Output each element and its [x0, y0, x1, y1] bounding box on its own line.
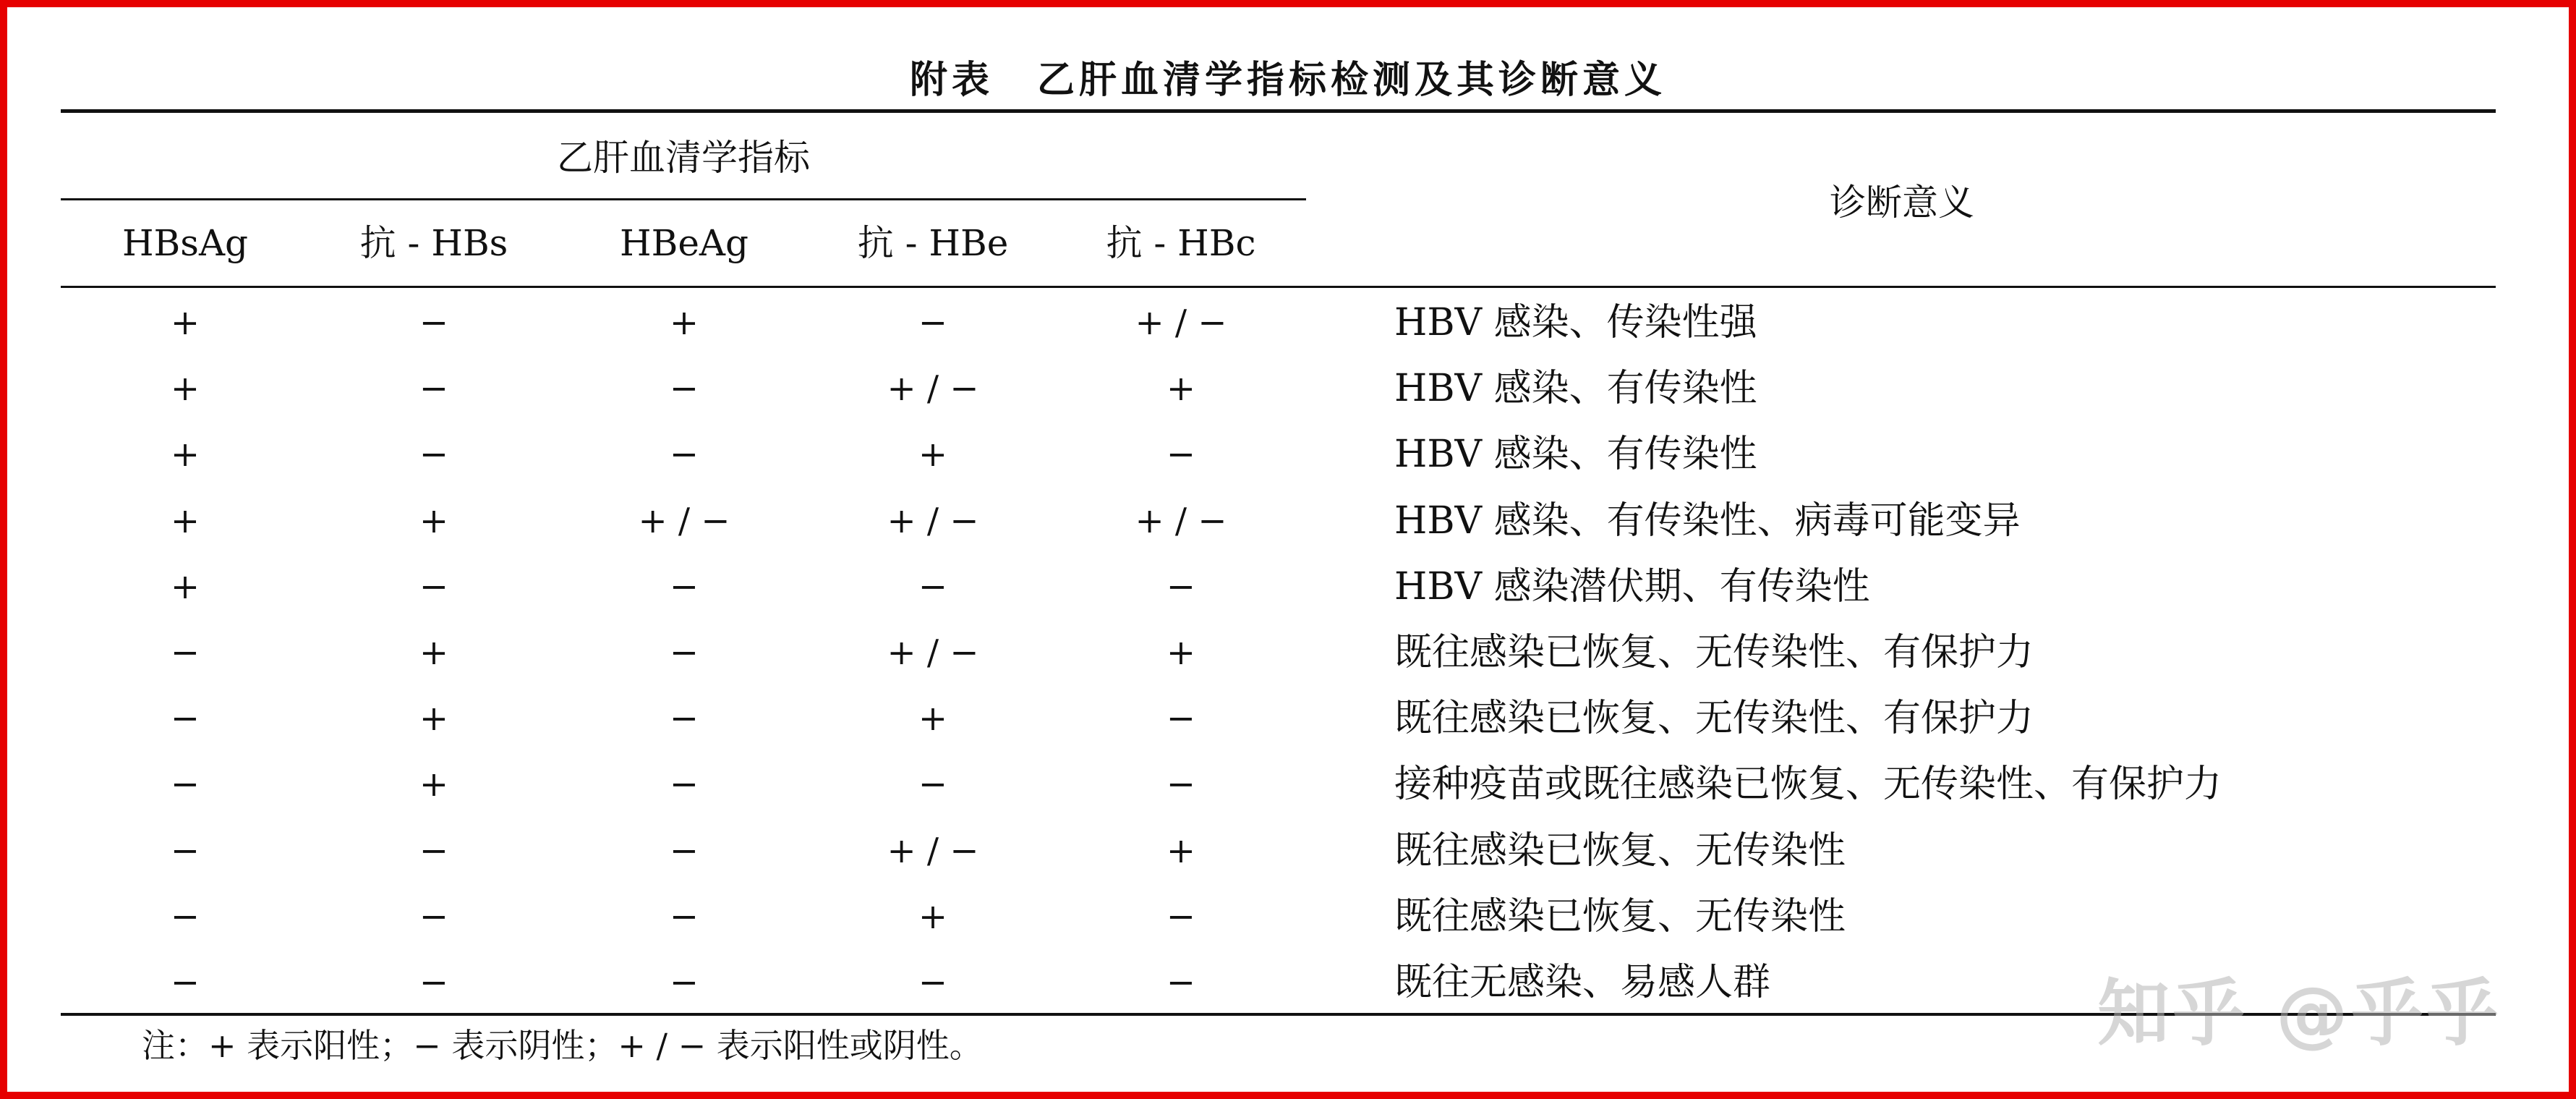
table-cell: −: [669, 632, 699, 673]
table-cell: −: [1166, 698, 1196, 739]
table-cell: −: [918, 566, 948, 607]
column-header: 抗 - HBc: [1106, 222, 1256, 264]
table-cell: −: [170, 830, 200, 871]
table-cell: +: [170, 368, 200, 410]
table-cell: + / −: [1135, 302, 1227, 343]
table-cell: −: [669, 368, 699, 410]
table-cell: −: [419, 896, 449, 937]
table-cell: −: [918, 962, 948, 1003]
indicator-group-header: 乙肝血清学指标: [557, 137, 810, 179]
table-cell: +: [419, 764, 449, 805]
table-cell: +: [669, 302, 699, 343]
zhihu-watermark: 知乎 @乎乎: [2097, 971, 2502, 1056]
table-cell: +: [1166, 632, 1196, 673]
table-cell: +: [170, 434, 200, 475]
diagnosis-cell: 既往无感染、易感人群: [1394, 961, 1771, 1004]
table-cell: −: [419, 302, 449, 343]
table-title-text: 乙肝血清学指标检测及其诊断意义: [1037, 59, 1667, 102]
diagnosis-cell: 既往感染已恢复、无传染性、有保护力: [1394, 697, 2034, 741]
table-cell: −: [170, 896, 200, 937]
table-cell: + / −: [887, 632, 979, 673]
table-cell: +: [918, 896, 948, 937]
table-cell: −: [1166, 566, 1196, 607]
table-cell: −: [170, 962, 200, 1003]
table-cell: +: [170, 500, 200, 541]
table-cell: −: [669, 830, 699, 871]
group-underline: [61, 198, 1306, 200]
table-cell: +: [419, 698, 449, 739]
table-cell: −: [669, 566, 699, 607]
table-cell: +: [170, 302, 200, 343]
table-cell: +: [1166, 830, 1196, 871]
column-header: 抗 - HBe: [857, 222, 1009, 264]
table-title: [0, 49, 2576, 103]
diagnosis-cell: 既往感染已恢复、无传染性、有保护力: [1394, 631, 2034, 674]
diagnosis-cell: HBV 感染潜伏期、有传染性: [1394, 564, 1870, 608]
table-cell: −: [1166, 896, 1196, 937]
top-rule: [61, 109, 2496, 113]
table-cell: −: [419, 830, 449, 871]
diagnosis-cell: HBV 感染、有传染性: [1394, 433, 1757, 477]
table-cell: −: [669, 962, 699, 1003]
table-cell: +: [419, 500, 449, 541]
table-cell: −: [669, 698, 699, 739]
table-cell: + / −: [887, 368, 979, 410]
table-cell: −: [1166, 962, 1196, 1003]
column-header: 抗 - HBs: [359, 222, 508, 264]
table-cell: +: [918, 434, 948, 475]
diagnosis-header: 诊断意义: [1830, 182, 1974, 224]
table-cell: −: [170, 698, 200, 739]
table-cell: −: [419, 962, 449, 1003]
table-cell: −: [669, 896, 699, 937]
table-cell: −: [419, 434, 449, 475]
diagnosis-cell: HBV 感染、有传染性、病毒可能变异: [1394, 498, 2021, 543]
table-title-label: 附表: [909, 59, 994, 102]
table-cell: −: [419, 368, 449, 410]
diagnosis-cell: HBV 感染、传染性强: [1394, 301, 1757, 344]
table-cell: −: [1166, 764, 1196, 805]
table-cell: +: [170, 566, 200, 607]
table-cell: + / −: [887, 500, 979, 541]
diagnosis-cell: HBV 感染、有传染性: [1394, 367, 1757, 411]
table-cell: −: [918, 302, 948, 343]
column-header: HBeAg: [619, 222, 749, 264]
table-cell: +: [918, 698, 948, 739]
diagnosis-cell: 既往感染已恢复、无传染性: [1394, 894, 1846, 938]
table-cell: −: [170, 632, 200, 673]
table-cell: −: [170, 764, 200, 805]
table-cell: + / −: [887, 830, 979, 871]
table-cell: −: [419, 566, 449, 607]
table-cell: + / −: [1135, 500, 1227, 541]
table-cell: −: [669, 434, 699, 475]
table-cell: −: [918, 764, 948, 805]
table-cell: +: [1166, 368, 1196, 410]
diagnosis-cell: 既往感染已恢复、无传染性: [1394, 828, 1846, 873]
table-footnote: 注：+ 表示阳性；− 表示阴性；+ / − 表示阳性或阴性。: [142, 1026, 983, 1065]
column-header: HBsAg: [121, 222, 249, 264]
header-bottom-rule: [61, 286, 2496, 288]
table-cell: −: [1166, 434, 1196, 475]
table-cell: −: [669, 764, 699, 805]
diagnosis-cell: 接种疫苗或既往感染已恢复、无传染性、有保护力: [1394, 763, 2222, 807]
table-cell: +: [419, 632, 449, 673]
table-cell: + / −: [638, 500, 730, 541]
